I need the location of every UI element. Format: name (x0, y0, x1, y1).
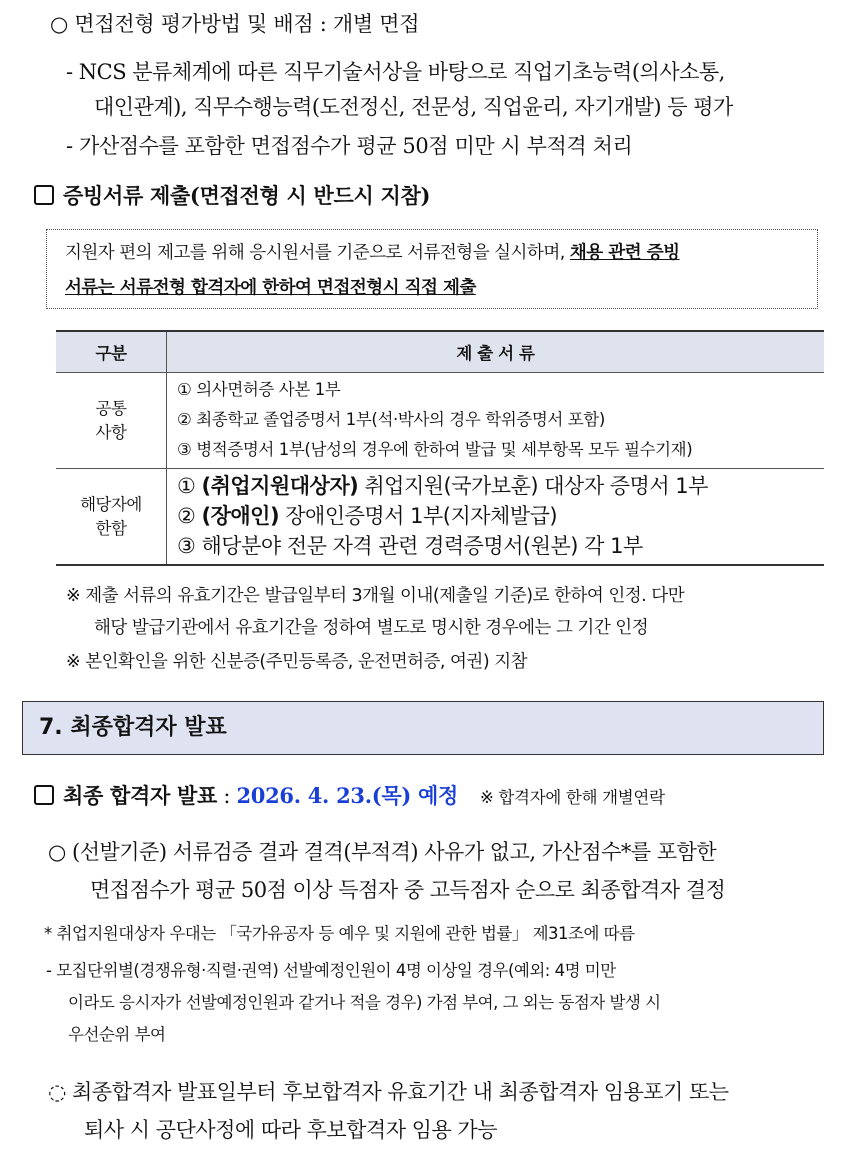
documents-heading-text: 증빙서류 제출(면접전형 시 반드시 지참) (63, 183, 431, 208)
announce-separator: : (216, 784, 237, 808)
announce-label: 최종 합격자 발표 (63, 783, 217, 808)
list-item: ① 의사면허증 사본 1부 (177, 380, 341, 399)
table-header-category: 구분 (56, 331, 167, 373)
bonus-rule (46, 955, 661, 1051)
announce-date: 2026. 4. 23.(목) 예정 (236, 783, 458, 808)
list-item (177, 471, 824, 501)
documents-notice-box (46, 229, 818, 309)
interview-bullet-ncs (66, 55, 836, 125)
table-header-documents: 제 출 서 류 (167, 331, 825, 373)
validity-note (66, 580, 684, 644)
category-common-label: 공통 사항 (95, 398, 127, 442)
interview-bullet-ncs-line2: 대인관계), 직무수행능력(도전정신, 전문성, 직업윤리, 자기개발) 등 평가 (94, 95, 733, 119)
reserve-line1: ◌ 최종합격자 발표일부터 후보합격자 유효기간 내 최종합격자 임용포기 또는 (48, 1080, 729, 1104)
reserve-line2: 퇴사 시 공단사정에 따라 후보합격자 임용 가능 (84, 1118, 497, 1142)
documents-heading (34, 180, 430, 210)
footnote-veterans: * 취업지원대상자 우대는 「국가유공자 등 예우 및 지원에 관한 법률」 제31조에 따름 (44, 924, 635, 943)
category-applicable (56, 469, 167, 566)
criteria-line2: 면접점수가 평균 50점 이상 득점자 중 고득점자 순으로 최종합격자 결정 (90, 878, 726, 902)
notice-highlight-1: 채용 관련 증빙 (569, 243, 680, 263)
checkbox-icon (34, 785, 54, 805)
bonus-rule-line3: 우선순위 부여 (68, 1025, 166, 1044)
table-row-applicable (56, 469, 824, 566)
selection-criteria (48, 833, 725, 909)
validity-note-line2: 해당 발급기관에서 유효기간을 정하여 별도로 명시한 경우에는 그 기간 인정 (94, 618, 649, 638)
section-title: 7. 최종합격자 발표 (39, 715, 227, 740)
bonus-rule-line2: 이라도 응시자가 선발예정인원과 같거나 적을 경우) 가점 부여, 그 외는 동점자 발생 시 (68, 993, 661, 1012)
item-text: 장애인증명서 1부(지자체발급) (279, 504, 558, 528)
criteria-line1: ○ (선발기준) 서류검증 결과 결격(부적격) 사유가 없고, 가산점수*를 포함한 (48, 840, 717, 864)
notice-plain-text: 지원자 편의 제고를 위해 응시원서를 기준으로 서류전형을 실시하며, (65, 243, 570, 263)
table-header-row (56, 331, 824, 373)
interview-bullet-ncs-line1: - NCS 분류체계에 따른 직무기술서상을 바탕으로 직업기초능력(의사소통, (66, 60, 725, 84)
list-item (177, 531, 824, 561)
bonus-rule-line1: - 모집단위별(경쟁유형·직렬·권역) 선발예정인원이 4명 이상일 경우(예외: 4명 미만 (46, 961, 616, 980)
category-applicable-label: 해당자에 한함 (80, 494, 142, 538)
item-number: ② (177, 504, 202, 528)
notice-highlight-2: 서류는 서류전형 합격자에 한하여 면접전형시 직접 제출 (65, 278, 476, 298)
validity-note-line1: ※ 제출 서류의 유효기간은 발급일부터 3개월 이내(제출일 기준)로 한하여 인정. 다만 (66, 586, 685, 606)
section-title-bar (22, 701, 824, 755)
reserve-candidates (48, 1073, 729, 1149)
id-note: ※ 본인확인을 위한 신분증(주민등록증, 운전면허증, 여권) 지참 (66, 652, 528, 672)
item-text: 해당분야 전문 자격 관련 경력증명서(원본) 각 1부 (201, 534, 643, 558)
announce-note: ※ 합격자에 한해 개별연락 (479, 788, 665, 807)
item-text: 취업지원(국가보훈) 대상자 증명서 1부 (358, 474, 708, 498)
common-items (167, 373, 825, 469)
checkbox-icon (34, 185, 54, 205)
applicable-items (167, 469, 825, 566)
item-target: (장애인) (201, 504, 280, 528)
table-row-common (56, 373, 824, 469)
interview-heading: ○ 면접전형 평가방법 및 배점 : 개별 면접 (50, 12, 420, 36)
item-number: ① (177, 474, 202, 498)
list-item (177, 501, 824, 531)
list-item: ② 최종학교 졸업증명서 1부(석·박사의 경우 학위증명서 포함) (177, 410, 605, 429)
list-item: ③ 병적증명서 1부(남성의 경우에 한하여 발급 및 세부항목 모두 필수기재) (177, 440, 693, 459)
item-target: (취업지원대상자) (201, 474, 359, 498)
interview-bullet-disqualify: - 가산점수를 포함한 면접점수가 평균 50점 미만 시 부적격 처리 (66, 134, 633, 158)
category-common (56, 373, 167, 469)
documents-table (56, 330, 824, 566)
item-number: ③ (177, 534, 202, 558)
final-announcement (34, 780, 665, 810)
